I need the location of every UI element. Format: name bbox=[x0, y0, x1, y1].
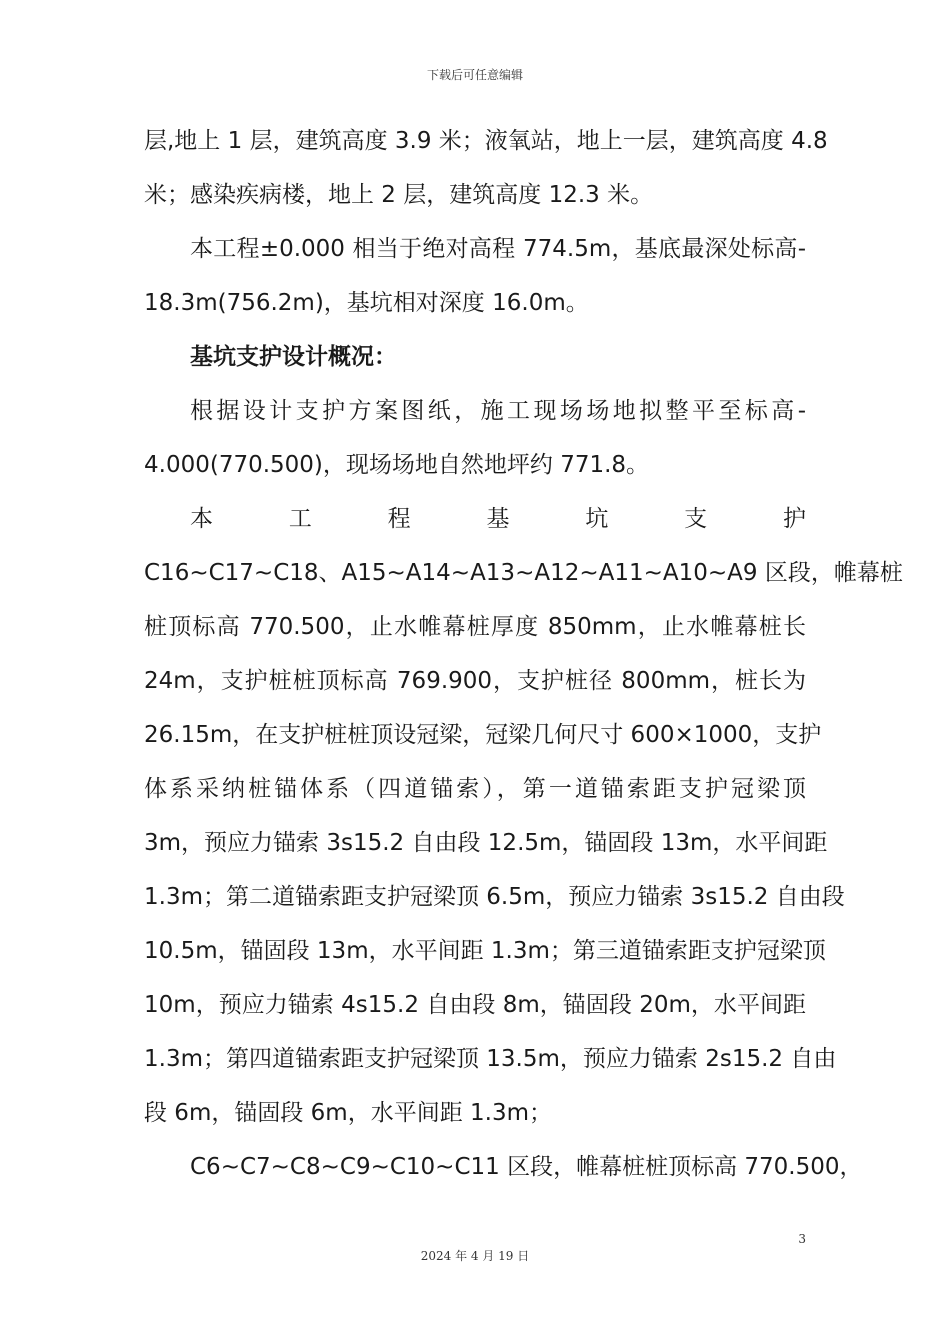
paragraph-line: 米；感染疾病楼，地上 2 层，建筑高度 12.3 米。 bbox=[144, 182, 654, 208]
paragraph-line: 26.15m，在支护桩桩顶设冠梁，冠梁几何尺寸 600×1000，支护 bbox=[144, 722, 822, 748]
paragraph-line: 本工程±0.000 相当于绝对高程 774.5m，基底最深处标高- bbox=[190, 236, 806, 262]
paragraph-line: 10.5m，锚固段 13m，水平间距 1.3m；第三道锚索距支护冠梁顶 bbox=[144, 938, 826, 964]
spread-char: 支 bbox=[684, 506, 708, 532]
header-note: 下载后可任意编辑 bbox=[426, 68, 523, 82]
paragraph-line: 10m，预应力锚索 4s15.2 自由段 8m，锚固段 20m，水平间距 bbox=[144, 992, 806, 1018]
footer-date: 2024 年 4 月 19 日 bbox=[420, 1249, 530, 1263]
paragraph-line: 4.000(770.500)，现场场地自然地坪约 771.8。 bbox=[144, 452, 650, 478]
page-number: 3 bbox=[798, 1232, 806, 1246]
paragraph-line: 层,地上 1 层，建筑高度 3.9 米；液氧站，地上一层，建筑高度 4.8 bbox=[144, 128, 828, 154]
paragraph-line: 1.3m；第二道锚索距支护冠梁顶 6.5m，预应力锚索 3s15.2 自由段 bbox=[144, 884, 845, 910]
paragraph-line: 根据设计支护方案图纸，施工现场场地拟整平至标高- bbox=[190, 398, 806, 424]
spread-title-line bbox=[144, 492, 806, 546]
spread-char: 工 bbox=[288, 506, 312, 532]
paragraph-line: 24m，支护桩桩顶标高 769.900，支护桩径 800mm，桩长为 bbox=[144, 668, 806, 694]
spread-char: 护 bbox=[782, 506, 806, 532]
paragraph-line: 体系采纳桩锚体系（四道锚索），第一道锚索距支护冠梁顶 bbox=[144, 776, 806, 802]
paragraph-line: 1.3m；第四道锚索距支护冠梁顶 13.5m，预应力锚索 2s15.2 自由 bbox=[144, 1046, 837, 1072]
paragraph-line: 桩顶标高 770.500，止水帷幕桩厚度 850mm，止水帷幕桩长 bbox=[144, 614, 806, 640]
spread-char: 基 bbox=[486, 506, 510, 532]
document-body bbox=[144, 114, 903, 1194]
spread-char: 本 bbox=[190, 506, 213, 532]
paragraph-line: 段 6m，锚固段 6m，水平间距 1.3m； bbox=[144, 1100, 552, 1126]
paragraph-line: C6~C7~C8~C9~C10~C11 区段，帷幕桩桩顶标高 770.500， bbox=[190, 1154, 863, 1180]
paragraph-line: C16~C17~C18、A15~A14~A13~A12~A11~A10~A9 区段，帷幕桩 bbox=[144, 560, 903, 586]
paragraph-line: 18.3m(756.2m)，基坑相对深度 16.0m。 bbox=[144, 290, 589, 316]
spread-char: 程 bbox=[387, 506, 411, 532]
paragraph-line: 3m，预应力锚索 3s15.2 自由段 12.5m，锚固段 13m，水平间距 bbox=[144, 830, 828, 856]
spread-char: 坑 bbox=[585, 506, 609, 532]
section-heading: 基坑支护设计概况： bbox=[190, 344, 397, 370]
